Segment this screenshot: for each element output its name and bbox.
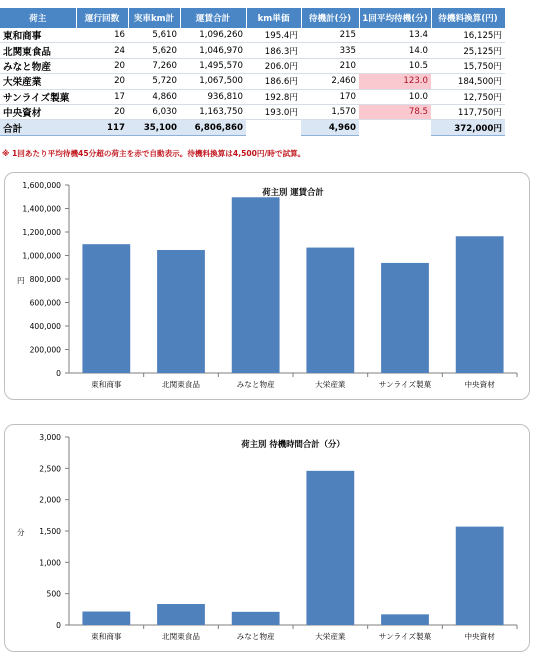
cell-runs[interactable]: 17 [76,89,128,104]
cell-wait-average[interactable]: 10.5 [359,58,431,73]
x-tick-label: 大栄産業 [315,380,346,389]
cell-shipper[interactable]: 大栄産業 [0,74,76,89]
table-body [0,28,505,135]
cell-wait-fee[interactable]: 15,750円 [431,58,505,73]
x-tick-label: 中央資材 [464,380,495,389]
cell-total-blank [246,120,301,135]
cell-wait-total[interactable]: 335 [301,43,359,58]
cell-unit-price[interactable]: 193.0円 [246,104,301,119]
summary-table [0,8,506,136]
table-header-row [0,8,505,28]
y-tick-label: 200,000 [29,345,61,355]
bar[interactable] [82,612,130,625]
cell-total-label[interactable]: 合計 [0,120,76,135]
cell-shipper[interactable]: 東和商事 [0,28,76,43]
header-unit-price[interactable]: km単価 [246,8,301,28]
cell-unit-price[interactable]: 206.0円 [246,58,301,73]
x-tick-label: みなと物産 [236,632,275,641]
y-tick-label: 3,000 [39,433,61,442]
cell-wait-average[interactable]: 14.0 [359,43,431,58]
x-tick-label: 東和商事 [91,632,122,641]
cell-wait-fee[interactable]: 117,750円 [431,104,505,119]
x-tick-label: サンライズ製菓 [378,380,432,389]
cell-shipper[interactable]: サンライズ製菓 [0,89,76,104]
cell-km[interactable]: 5,720 [128,74,180,89]
cell-km[interactable]: 6,030 [128,104,180,119]
cell-total-blank [359,120,431,135]
y-tick-label: 1,000,000 [22,251,61,261]
y-axis-label: 円 [17,276,25,285]
cell-wait-total[interactable]: 2,460 [301,74,359,89]
bar[interactable] [306,248,354,373]
cell-unit-price[interactable]: 186.6円 [246,74,301,89]
cell-fare[interactable]: 1,163,750 [180,104,246,119]
fare-chart-svg [5,173,529,399]
bar[interactable] [456,527,504,625]
cell-shipper[interactable]: 中央資材 [0,104,76,119]
x-tick-label: 中央資材 [464,632,495,641]
header-km[interactable]: 実車km計 [128,8,180,28]
header-wait-fee[interactable]: 待機料換算(円) [431,8,505,28]
cell-runs[interactable]: 20 [76,74,128,89]
x-tick-label: 東和商事 [91,380,122,389]
cell-fare[interactable]: 1,046,970 [180,43,246,58]
cell-wait-fee[interactable]: 184,500円 [431,74,505,89]
bar[interactable] [157,250,205,373]
header-wait-average[interactable]: 1回平均待機(分) [359,8,431,28]
y-tick-label: 2,000 [39,495,61,505]
bar[interactable] [306,471,354,625]
cell-total-wait[interactable]: 4,960 [301,120,359,135]
cell-unit-price[interactable]: 186.3円 [246,43,301,58]
bar[interactable] [157,604,205,625]
table-row[interactable] [0,43,505,58]
cell-fare[interactable]: 1,067,500 [180,74,246,89]
x-tick-label: 北関東食品 [162,632,200,641]
fare-chart[interactable] [4,172,530,400]
cell-wait-total[interactable]: 210 [301,58,359,73]
cell-fare[interactable]: 1,096,260 [180,28,246,43]
y-tick-label: 800,000 [29,275,61,284]
cell-total-runs[interactable]: 117 [76,120,128,135]
footnote: ※ 1回あたり平均待機45分超の荷主を赤で自動表示。待機料換算は4,500円/時で試算。 [2,149,306,158]
y-tick-label: 0 [56,369,61,378]
cell-runs[interactable]: 20 [76,104,128,119]
table-total-row[interactable] [0,120,505,135]
cell-total-km[interactable]: 35,100 [128,120,180,135]
wait-chart[interactable] [4,424,530,652]
cell-km[interactable]: 4,860 [128,89,180,104]
cell-km[interactable]: 5,620 [128,43,180,58]
cell-km[interactable]: 5,610 [128,28,180,43]
x-tick-label: みなと物産 [236,380,275,389]
cell-shipper[interactable]: みなと物産 [0,58,76,73]
y-tick-label: 500 [46,589,61,599]
y-tick-label: 1,600,000 [22,181,61,190]
y-tick-label: 600,000 [29,298,61,308]
bar[interactable] [232,612,280,625]
cell-runs[interactable]: 20 [76,58,128,73]
cell-wait-total[interactable]: 215 [301,28,359,43]
cell-wait-total[interactable]: 170 [301,89,359,104]
table-row[interactable] [0,28,505,43]
cell-shipper[interactable]: 北関東食品 [0,43,76,58]
bar[interactable] [381,263,429,373]
cell-wait-total[interactable]: 1,570 [301,104,359,119]
table-row[interactable] [0,58,505,73]
wait-chart-svg [5,425,529,651]
y-tick-label: 1,200,000 [22,228,61,237]
cell-unit-price[interactable]: 195.4円 [246,28,301,43]
y-tick-label: 1,500 [39,527,61,536]
cell-total-fee[interactable]: 372,000円 [431,120,505,135]
y-tick-label: 1,400,000 [22,204,61,214]
y-tick-label: 2,500 [39,464,61,474]
cell-wait-average[interactable]: 13.4 [359,28,431,43]
cell-runs[interactable]: 24 [76,43,128,58]
bar[interactable] [232,197,280,373]
chart-title: 荷主別 運賃合計 [262,187,324,197]
cell-fare[interactable]: 936,810 [180,89,246,104]
y-tick-label: 0 [56,621,61,630]
y-axis-label: 分 [17,528,25,537]
bar[interactable] [381,614,429,625]
cell-wait-fee[interactable]: 16,125円 [431,28,505,43]
y-tick-label: 1,000 [39,558,61,568]
cell-runs[interactable]: 16 [76,28,128,43]
cell-wait-average[interactable]: 10.0 [359,89,431,104]
bar[interactable] [82,244,130,373]
cell-fare[interactable]: 1,495,570 [180,58,246,73]
header-wait-total[interactable]: 待機計(分) [301,8,359,28]
cell-total-fare[interactable]: 6,806,860 [180,120,246,135]
cell-unit-price[interactable]: 192.8円 [246,89,301,104]
chart-title: 荷主別 待機時間合計（分） [241,439,345,449]
header-runs[interactable]: 運行回数 [76,8,128,28]
cell-wait-fee[interactable]: 12,750円 [431,89,505,104]
cell-wait-fee[interactable]: 25,125円 [431,43,505,58]
x-tick-label: 北関東食品 [162,380,200,389]
header-fare[interactable]: 運賃合計 [180,8,246,28]
table-row[interactable] [0,104,505,119]
y-tick-label: 400,000 [29,322,61,331]
cell-km[interactable]: 7,260 [128,58,180,73]
table-row[interactable] [0,89,505,104]
x-tick-label: 大栄産業 [315,632,346,641]
bar[interactable] [456,236,504,373]
cell-wait-average[interactable]: 78.5 [359,104,431,119]
x-tick-label: サンライズ製菓 [378,632,432,641]
cell-wait-average[interactable]: 123.0 [359,74,431,89]
header-shipper[interactable]: 荷主 [0,8,76,28]
table-row[interactable] [0,74,505,89]
